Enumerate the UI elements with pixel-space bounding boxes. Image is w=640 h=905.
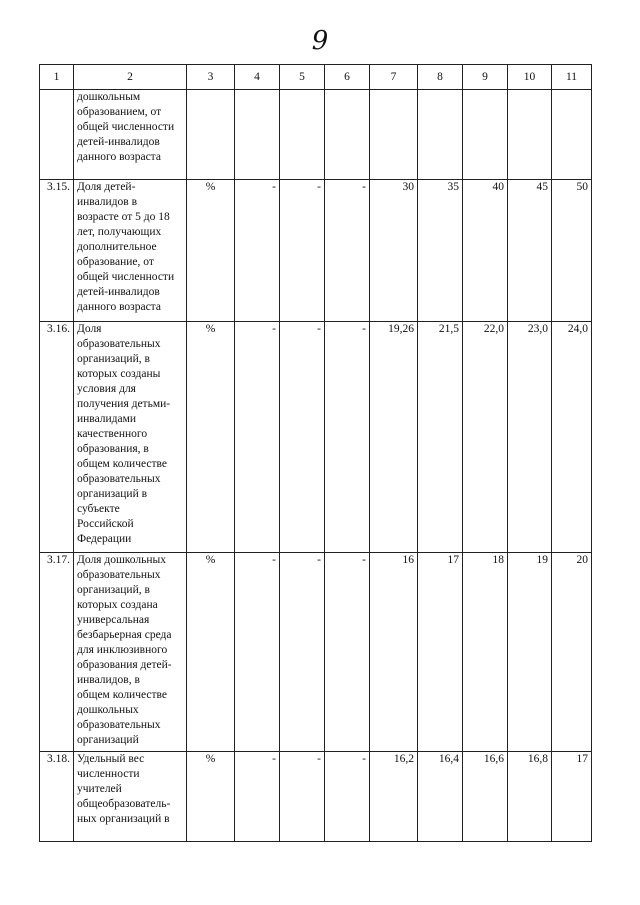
row-value: 21,5 (418, 322, 463, 553)
row-value: 19,26 (370, 322, 418, 553)
column-header: 4 (235, 65, 280, 90)
row-unit: % (187, 322, 235, 553)
table-row (40, 553, 592, 752)
row-name: дошкольным образованием, от общей численности детей-инвалидов данного возраста (74, 90, 187, 180)
row-value: 45 (508, 180, 552, 322)
row-value: - (325, 752, 370, 842)
row-value: - (235, 553, 280, 752)
row-code: 3.16. (40, 322, 74, 553)
column-header: 1 (40, 65, 74, 90)
row-value: 16 (370, 553, 418, 752)
column-header: 10 (508, 65, 552, 90)
row-value: 16,8 (508, 752, 552, 842)
row-value: 16,6 (463, 752, 508, 842)
row-value: 16,2 (370, 752, 418, 842)
row-value: 20 (552, 553, 592, 752)
header-row (40, 65, 592, 90)
row-unit: % (187, 752, 235, 842)
column-header: 2 (74, 65, 187, 90)
row-value (508, 90, 552, 180)
column-header: 7 (370, 65, 418, 90)
row-value: 40 (463, 180, 508, 322)
row-value: 30 (370, 180, 418, 322)
row-name: Доля образовательных организаций, в которых созданы условия для получения детьми- инвалидами качественного образования, в общем количестве образовательных организаций в субъекте Российской Федерации (74, 322, 187, 553)
row-value: - (325, 553, 370, 752)
row-value: - (325, 180, 370, 322)
row-value: 17 (552, 752, 592, 842)
column-header: 8 (418, 65, 463, 90)
column-header: 6 (325, 65, 370, 90)
row-value: - (235, 322, 280, 553)
row-unit: % (187, 553, 235, 752)
row-value: 24,0 (552, 322, 592, 553)
column-header: 11 (552, 65, 592, 90)
column-header: 3 (187, 65, 235, 90)
page-number: 9 (311, 26, 329, 56)
column-header: 5 (280, 65, 325, 90)
table-row (40, 90, 592, 180)
row-name: Удельный вес численности учителей общеобразователь- ных организаций в (74, 752, 187, 842)
row-value: 35 (418, 180, 463, 322)
row-value: - (235, 752, 280, 842)
table-row (40, 322, 592, 553)
row-value: 23,0 (508, 322, 552, 553)
row-unit: % (187, 180, 235, 322)
row-unit (187, 90, 235, 180)
row-value: - (280, 752, 325, 842)
row-code: 3.15. (40, 180, 74, 322)
row-name: Доля дошкольных образовательных организаций, в которых создана универсальная безбарьерная среда для инклюзивного образования детей- инвалидов, в общем количестве дошкольных образовательных организаций (74, 553, 187, 752)
row-value: 18 (463, 553, 508, 752)
row-code: 3.18. (40, 752, 74, 842)
row-value (463, 90, 508, 180)
row-value (325, 90, 370, 180)
table-row (40, 752, 592, 842)
column-header: 9 (463, 65, 508, 90)
row-value (280, 90, 325, 180)
row-value (370, 90, 418, 180)
row-code (40, 90, 74, 180)
row-value: 16,4 (418, 752, 463, 842)
row-value: 19 (508, 553, 552, 752)
row-value: - (280, 322, 325, 553)
table-row (40, 180, 592, 322)
row-code: 3.17. (40, 553, 74, 752)
row-value: - (280, 553, 325, 752)
indicators-table (39, 64, 592, 842)
row-value (235, 90, 280, 180)
row-name: Доля детей- инвалидов в возрасте от 5 до 18 лет, получающих дополнительное образование, от общей численности детей-инвалидов данного возраста (74, 180, 187, 322)
row-value: 50 (552, 180, 592, 322)
row-value: 22,0 (463, 322, 508, 553)
row-value (552, 90, 592, 180)
row-value: 17 (418, 553, 463, 752)
row-value: - (280, 180, 325, 322)
row-value: - (325, 322, 370, 553)
row-value (418, 90, 463, 180)
row-value: - (235, 180, 280, 322)
